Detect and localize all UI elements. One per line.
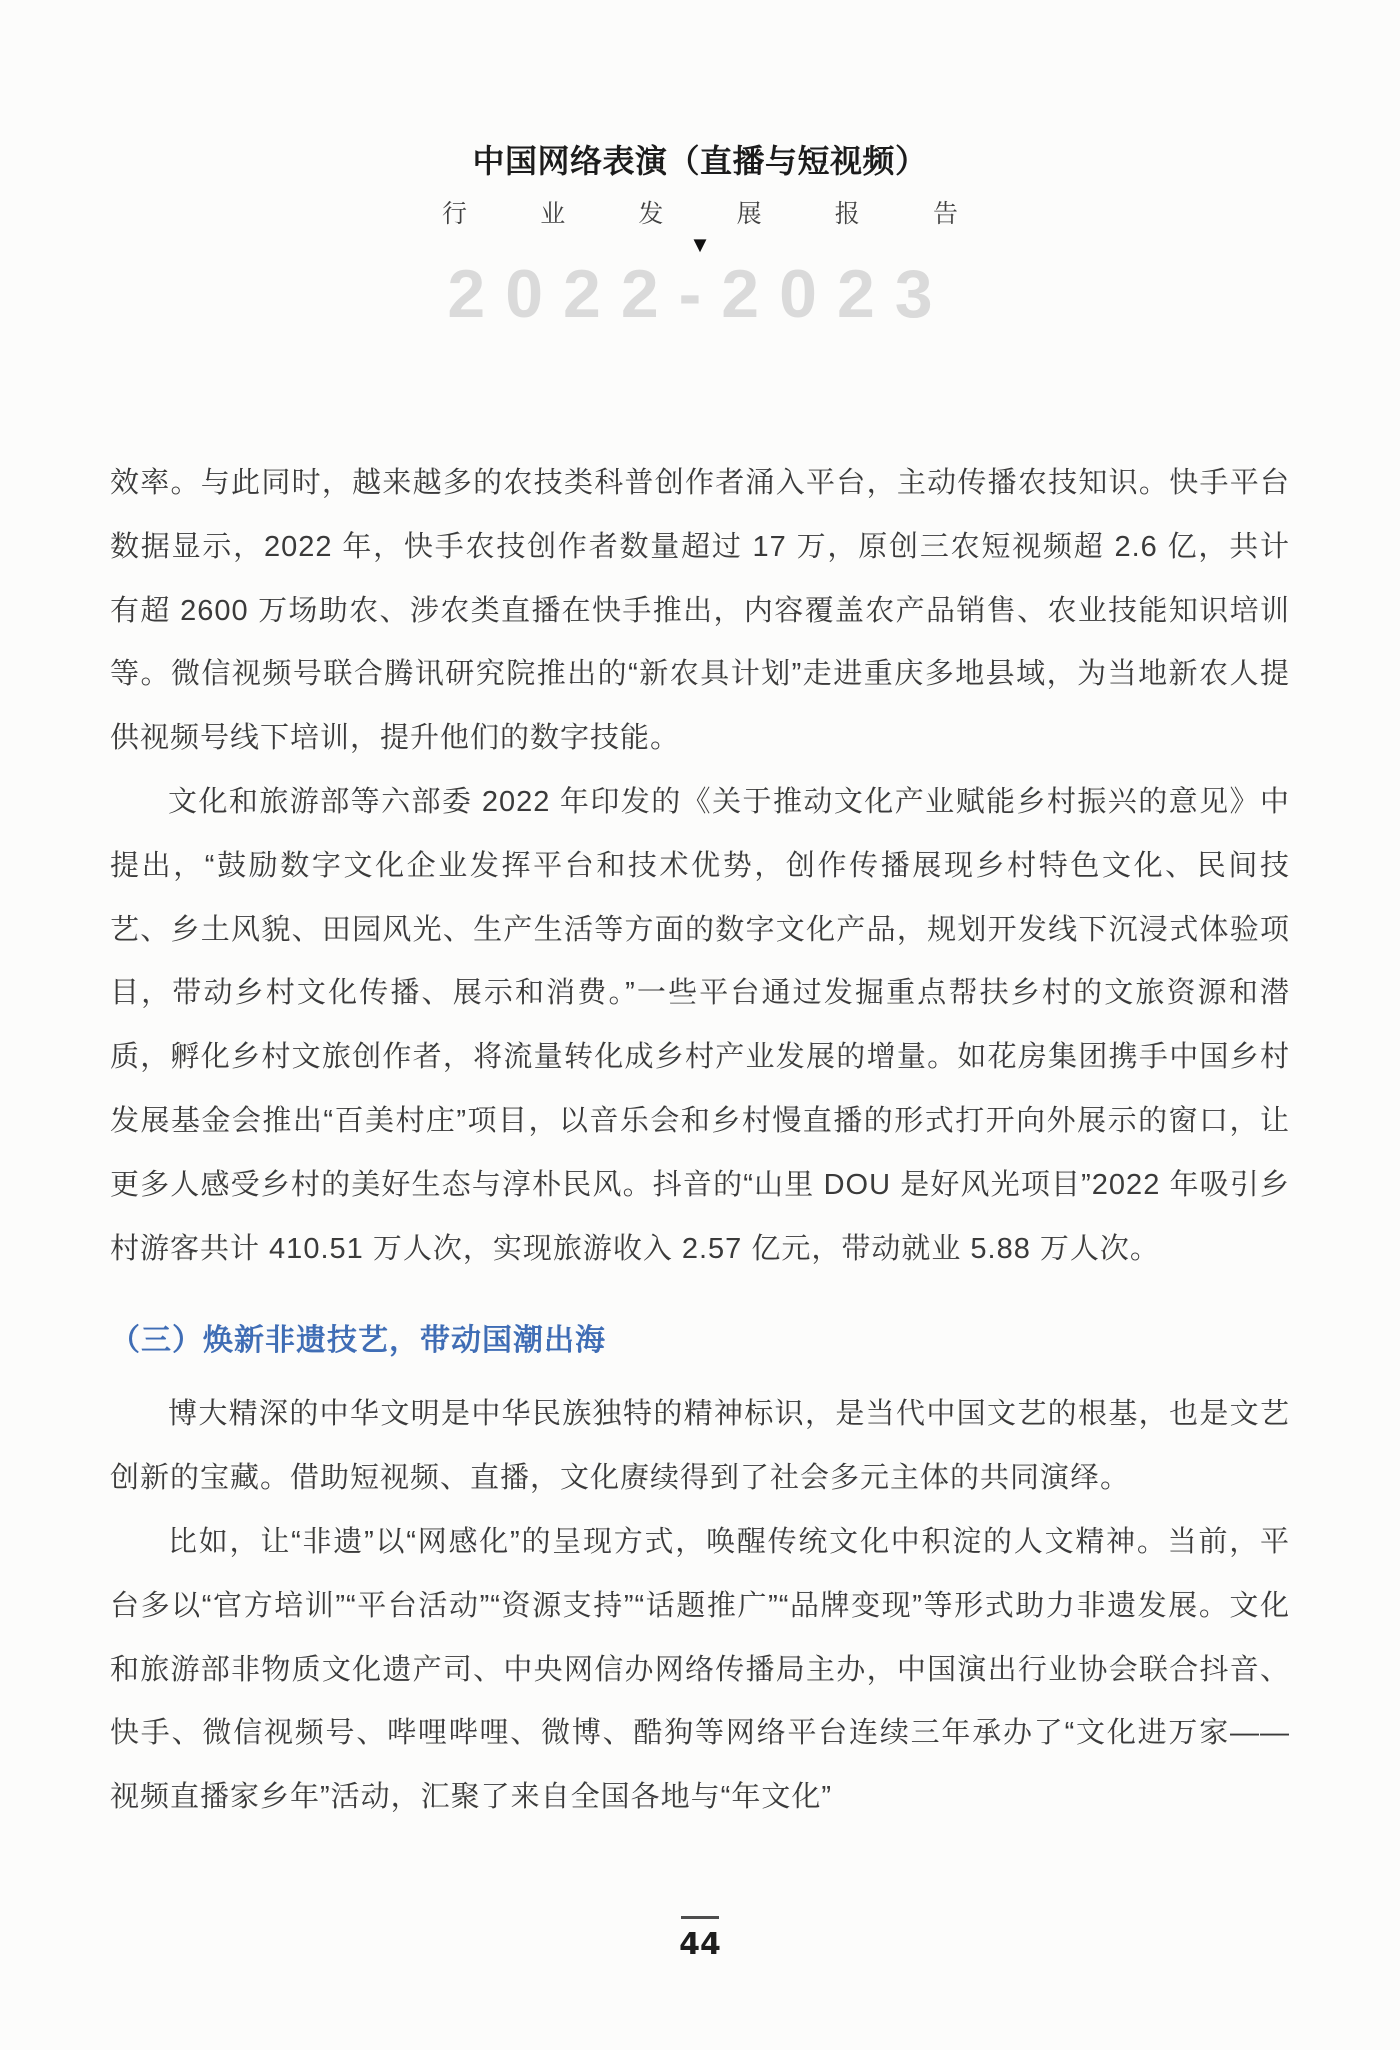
paragraph: 效率。与此同时，越来越多的农技类科普创作者涌入平台，主动传播农技知识。快手平台数据显示，2022 年，快手农技创作者数量超过 17 万，原创三农短视频超 2.6 亿，共计有超 2600 万场助农、涉农类直播在快手推出，内容覆盖农产品销售、农业技能知识培训等。微信视频号联合腾讯研究院推出的“新农具计划”走进重庆多地县域，为当地新农人提供视频号线下培训，提升他们的数字技能。: [110, 467, 1290, 755]
subtitle-char: 报: [834, 200, 860, 228]
paragraph: 比如，让“非遗”以“网感化”的呈现方式，唤醒传统文化中积淀的人文精神。当前，平台多以“官方培训”“平台活动”“资源支持”“话题推广”“品牌变现”等形式助力非遗发展。文化和旅游部非物质文化遗产司、中央网信办网络传播局主办，中国演出行业协会联合抖音、快手、微信视频号、哔哩哔哩、微博、酷狗等网络平台连续三年承办了“文化进万家——视频直播家乡年”活动，汇聚了来自全国各地与“年文化”: [110, 1525, 1290, 1814]
subtitle-char: 展: [736, 200, 762, 228]
content-area: [110, 452, 1290, 1830]
report-years: 2022-2023: [447, 256, 953, 332]
subtitle-char: 告: [932, 200, 958, 228]
header-block: [438, 136, 962, 332]
paragraph: 文化和旅游部等六部委 2022 年印发的《关于推动文化产业赋能乡村振兴的意见》中提出，“鼓励数字文化企业发挥平台和技术优势，创作传播展现乡村特色文化、民间技艺、乡土风貌、田园风光、生产生活等方面的数字文化产品，规划开发线下沉浸式体验项目，带动乡村文化传播、展示和消费。”一些平台通过发掘重点帮扶乡村的文旅资源和潜质，孵化乡村文旅创作者，将流量转化成乡村产业发展的增量。如花房集团携手中国乡村发展基金会推出“百美村庄”项目，以音乐会和乡村慢直播的形式打开向外展示的窗口，让更多人感受乡村的美好生态与淳朴民风。抖音的“山里 DOU 是好风光项目”2022 年吸引乡村游客共计 410.51 万人次，实现旅游收入 2.57 亿元，带动就业 5.88 万人次。: [110, 785, 1290, 1265]
subtitle-char: 业: [540, 200, 566, 228]
footer-divider: [681, 1916, 719, 1919]
page-footer: [0, 1916, 1400, 1962]
page-number: 44: [679, 1927, 721, 1962]
page-header: [0, 136, 1400, 332]
paragraph: 博大精深的中华文明是中华民族独特的精神标识，是当代中国文艺的根基，也是文艺创新的宝藏。借助短视频、直播，文化赓续得到了社会多元主体的共同演绎。: [110, 1398, 1290, 1495]
report-title: 中国网络表演（直播与短视频）: [472, 143, 928, 179]
triangle-row: [438, 234, 962, 256]
section-heading: （三）焕新非遗技艺，带动国潮出海: [110, 1324, 606, 1358]
subtitle-char: 行: [442, 200, 468, 228]
report-subtitle: [438, 194, 962, 230]
subtitle-char: 发: [638, 200, 664, 228]
triangle-down-icon: ▼: [689, 232, 711, 257]
